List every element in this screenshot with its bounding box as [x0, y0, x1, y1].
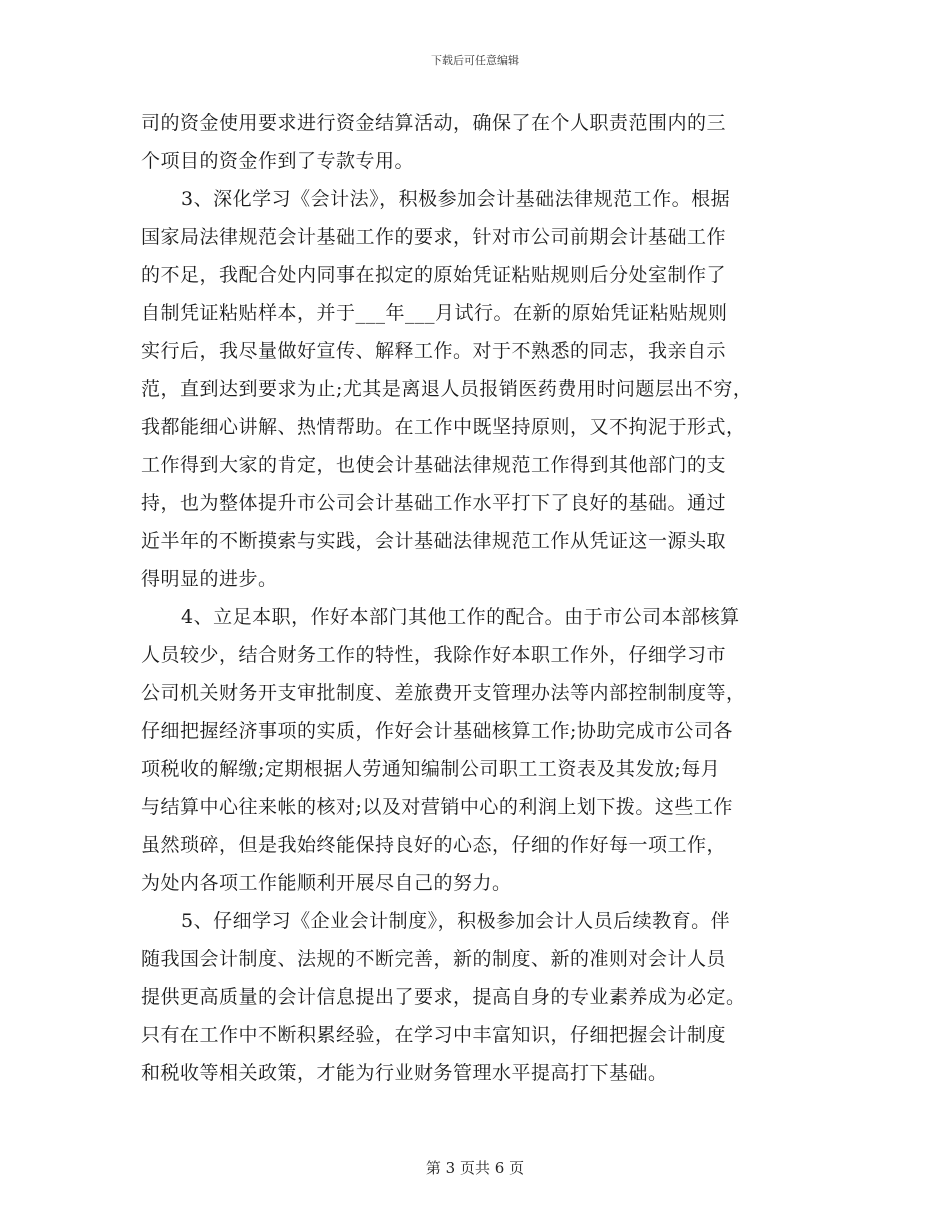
text-line: 5、仔细学习《企业会计制度》，积极参加会计人员后续教育。伴 — [181, 910, 731, 932]
page-header: 下载后可任意编辑 — [431, 54, 519, 67]
text-line: 4、立足本职，作好本部门其他工作的配合。由于市公司本部核算 — [181, 606, 740, 628]
text-line: 和税收等相关政策，才能为行业财务管理水平提高打下基础。 — [141, 1062, 668, 1084]
page-number: 第 3 页共 6 页 — [425, 1159, 525, 1177]
text-line: 提供更高质量的会计信息提出了要求，提高自身的专业素养成为必定。 — [141, 986, 746, 1008]
text-line: 只有在工作中不断积累经验，在学习中丰富知识，仔细把握会计制度 — [141, 1024, 727, 1046]
text-line: 随我国会计制度、法规的不断完善，新的制度、新的准则对会计人员 — [141, 948, 727, 970]
text-line: 公司机关财务开支审批制度、差旅费开支管理办法等内部控制制度等， — [141, 682, 746, 704]
text-line: 自制凭证粘贴样本，并于___年___月试行。在新的原始凭证粘贴规则 — [141, 302, 728, 324]
text-line: 工作得到大家的肯定，也使会计基础法律规范工作得到其他部门的支 — [141, 454, 727, 476]
text-line: 人员较少，结合财务工作的特性，我除作好本职工作外，仔细学习市 — [141, 644, 727, 666]
text-line: 仔细把握经济事项的实质，作好会计基础核算工作;协助完成市公司各 — [141, 720, 733, 742]
text-line: 近半年的不断摸索与实践，会计基础法律规范工作从凭证这一源头取 — [141, 530, 727, 552]
text-line: 3、深化学习《会计法》，积极参加会计基础法律规范工作。根据 — [181, 188, 731, 210]
text-line: 虽然琐碎，但是我始终能保持良好的心态，仔细的作好每一项工作， — [141, 834, 727, 856]
text-line: 项税收的解缴;定期根据人劳通知编制公司职工工资表及其发放;每月 — [141, 758, 721, 780]
text-line: 实行后，我尽量做好宣传、解释工作。对于不熟悉的同志，我亲自示 — [141, 340, 727, 362]
text-line: 司的资金使用要求进行资金结算活动，确保了在个人职责范围内的三 — [141, 112, 727, 134]
text-line: 持，也为整体提升市公司会计基础工作水平打下了良好的基础。通过 — [141, 492, 727, 514]
text-line: 我都能细心讲解、热情帮助。在工作中既坚持原则，又不拘泥于形式， — [141, 416, 746, 438]
text-line: 与结算中心往来帐的核对;以及对营销中心的利润上划下拨。这些工作 — [141, 796, 733, 818]
text-line: 得明显的进步。 — [141, 568, 278, 590]
text-line: 个项目的资金作到了专款专用。 — [141, 150, 415, 172]
document-body — [141, 104, 813, 1092]
text-line: 范，直到达到要求为止;尤其是离退人员报销医药费用时问题层出不穷， — [141, 378, 753, 400]
text-line: 国家局法律规范会计基础工作的要求，针对市公司前期会计基础工作 — [141, 226, 727, 248]
text-line: 的不足，我配合处内同事在拟定的原始凭证粘贴规则后分处室制作了 — [141, 264, 727, 286]
text-line: 为处内各项工作能顺利开展尽自己的努力。 — [141, 872, 512, 894]
